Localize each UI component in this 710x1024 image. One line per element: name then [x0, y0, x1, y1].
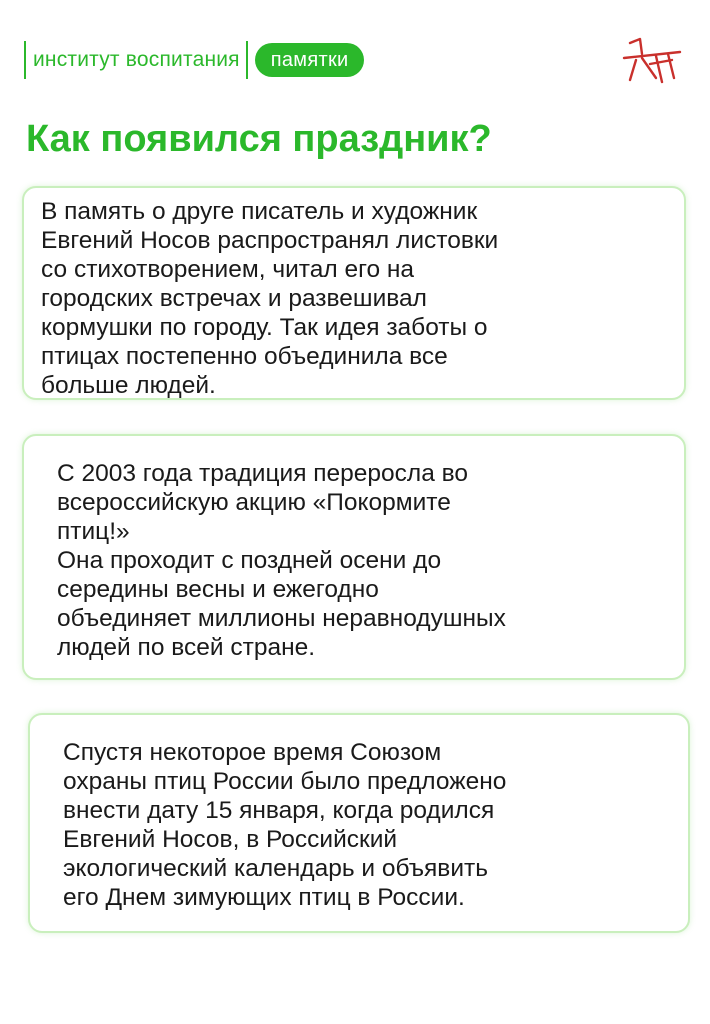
info-card [28, 713, 690, 933]
card-text: Спустя некоторое время Союзом охраны птиц России было предложено внести дату 15 января, когда родился Евгений Носов, в Российский экологический календарь и объявить его Днем зимующих птиц в России. [63, 739, 507, 911]
card-text: В память о друге писатель и художник Евгений Носов распространял листовки со стихотворением, читал его на городских встречах и развешивал кормушки по городу. Так идея заботы о птицах постепенно объединила все больше людей. [41, 198, 499, 399]
page-title: Как появился праздник? [26, 118, 492, 160]
organization-name: институт воспитания [33, 48, 240, 71]
divider-bar [246, 41, 248, 79]
info-card [22, 434, 686, 680]
info-card [22, 186, 686, 400]
card-text: С 2003 года традиция переросла во всероссийскую акцию «Покормите птиц!» Она проходит с поздней осени до середины весны и ежегодно объединяет миллионы неравнодушных людей по всей стране. [57, 460, 506, 661]
header [24, 40, 364, 80]
category-tag[interactable]: памятки [255, 43, 365, 77]
chair-logo-icon [622, 34, 686, 88]
